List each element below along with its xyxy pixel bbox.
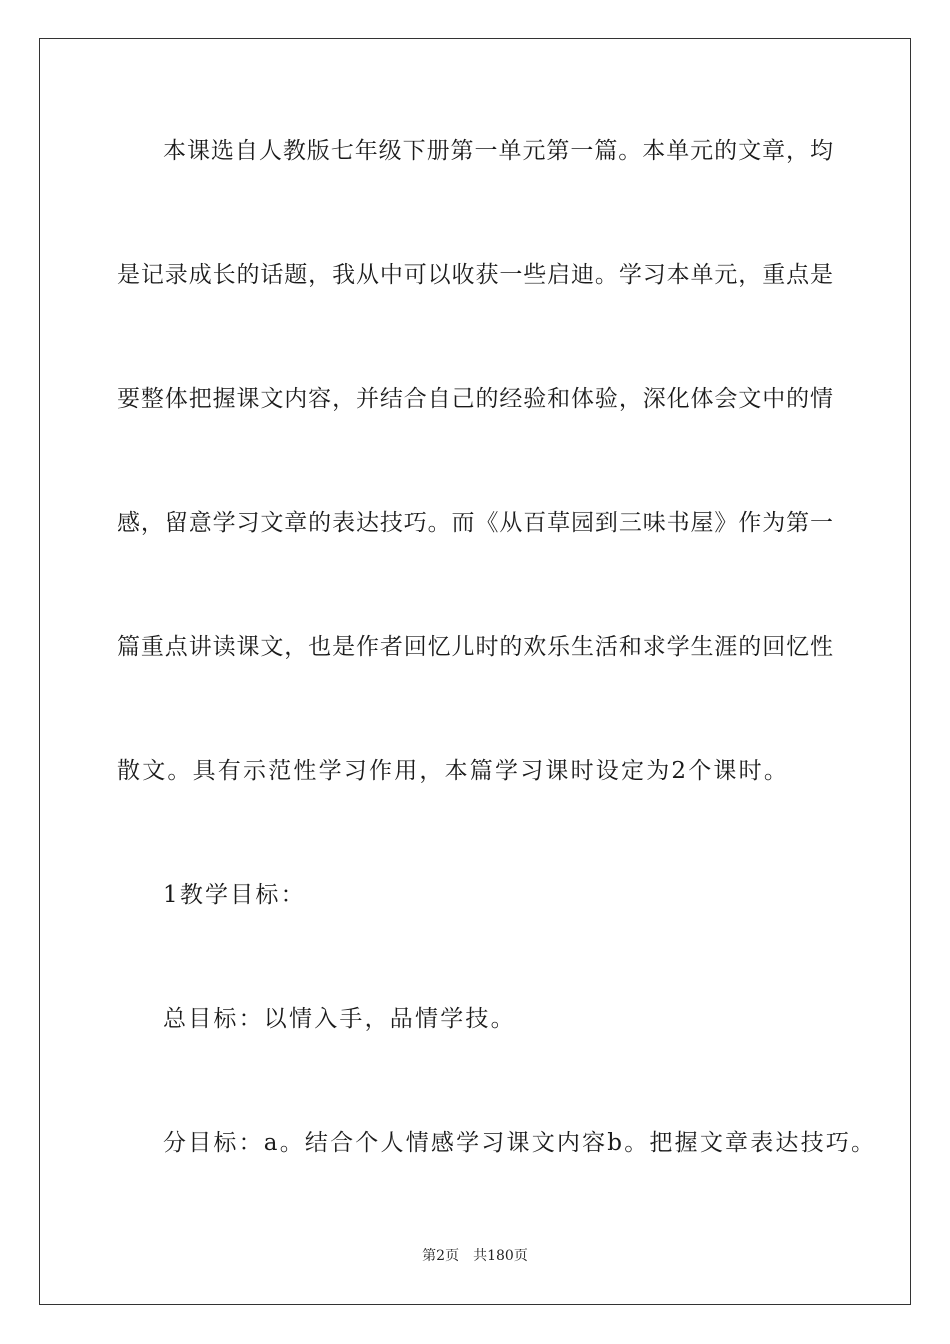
overall-goal: 总目标：以情入手，品情学技。 (163, 1006, 516, 1032)
section-heading: 1教学目标： (163, 882, 306, 908)
paragraph-line-2: 是记录成长的话题，我从中可以收获一些启迪。学习本单元，重点是 (117, 262, 833, 288)
paragraph-line-4: 感，留意学习文章的表达技巧。而《从百草园到三味书屋》作为第一 (117, 510, 833, 536)
paragraph-line-5: 篇重点讲读课文，也是作者回忆儿时的欢乐生活和求学生涯的回忆性 (117, 634, 833, 660)
paragraph-line-1: 本课选自人教版七年级下册第一单元第一篇。本单元的文章，均 (163, 138, 833, 164)
sub-goals: 分目标：a。结合个人情感学习课文内容b。把握文章表达技巧。 (163, 1130, 877, 1156)
paragraph-line-6: 散文。具有示范性学习作用，本篇学习课时设定为2个课时。 (117, 758, 790, 784)
page-border (39, 38, 911, 1305)
page-footer (0, 1246, 950, 1266)
paragraph-line-3: 要整体把握课文内容，并结合自己的经验和体验，深化体会文中的情 (117, 386, 833, 412)
page-number: 第2页 (422, 1248, 460, 1264)
page-total: 共180页 (473, 1248, 528, 1264)
